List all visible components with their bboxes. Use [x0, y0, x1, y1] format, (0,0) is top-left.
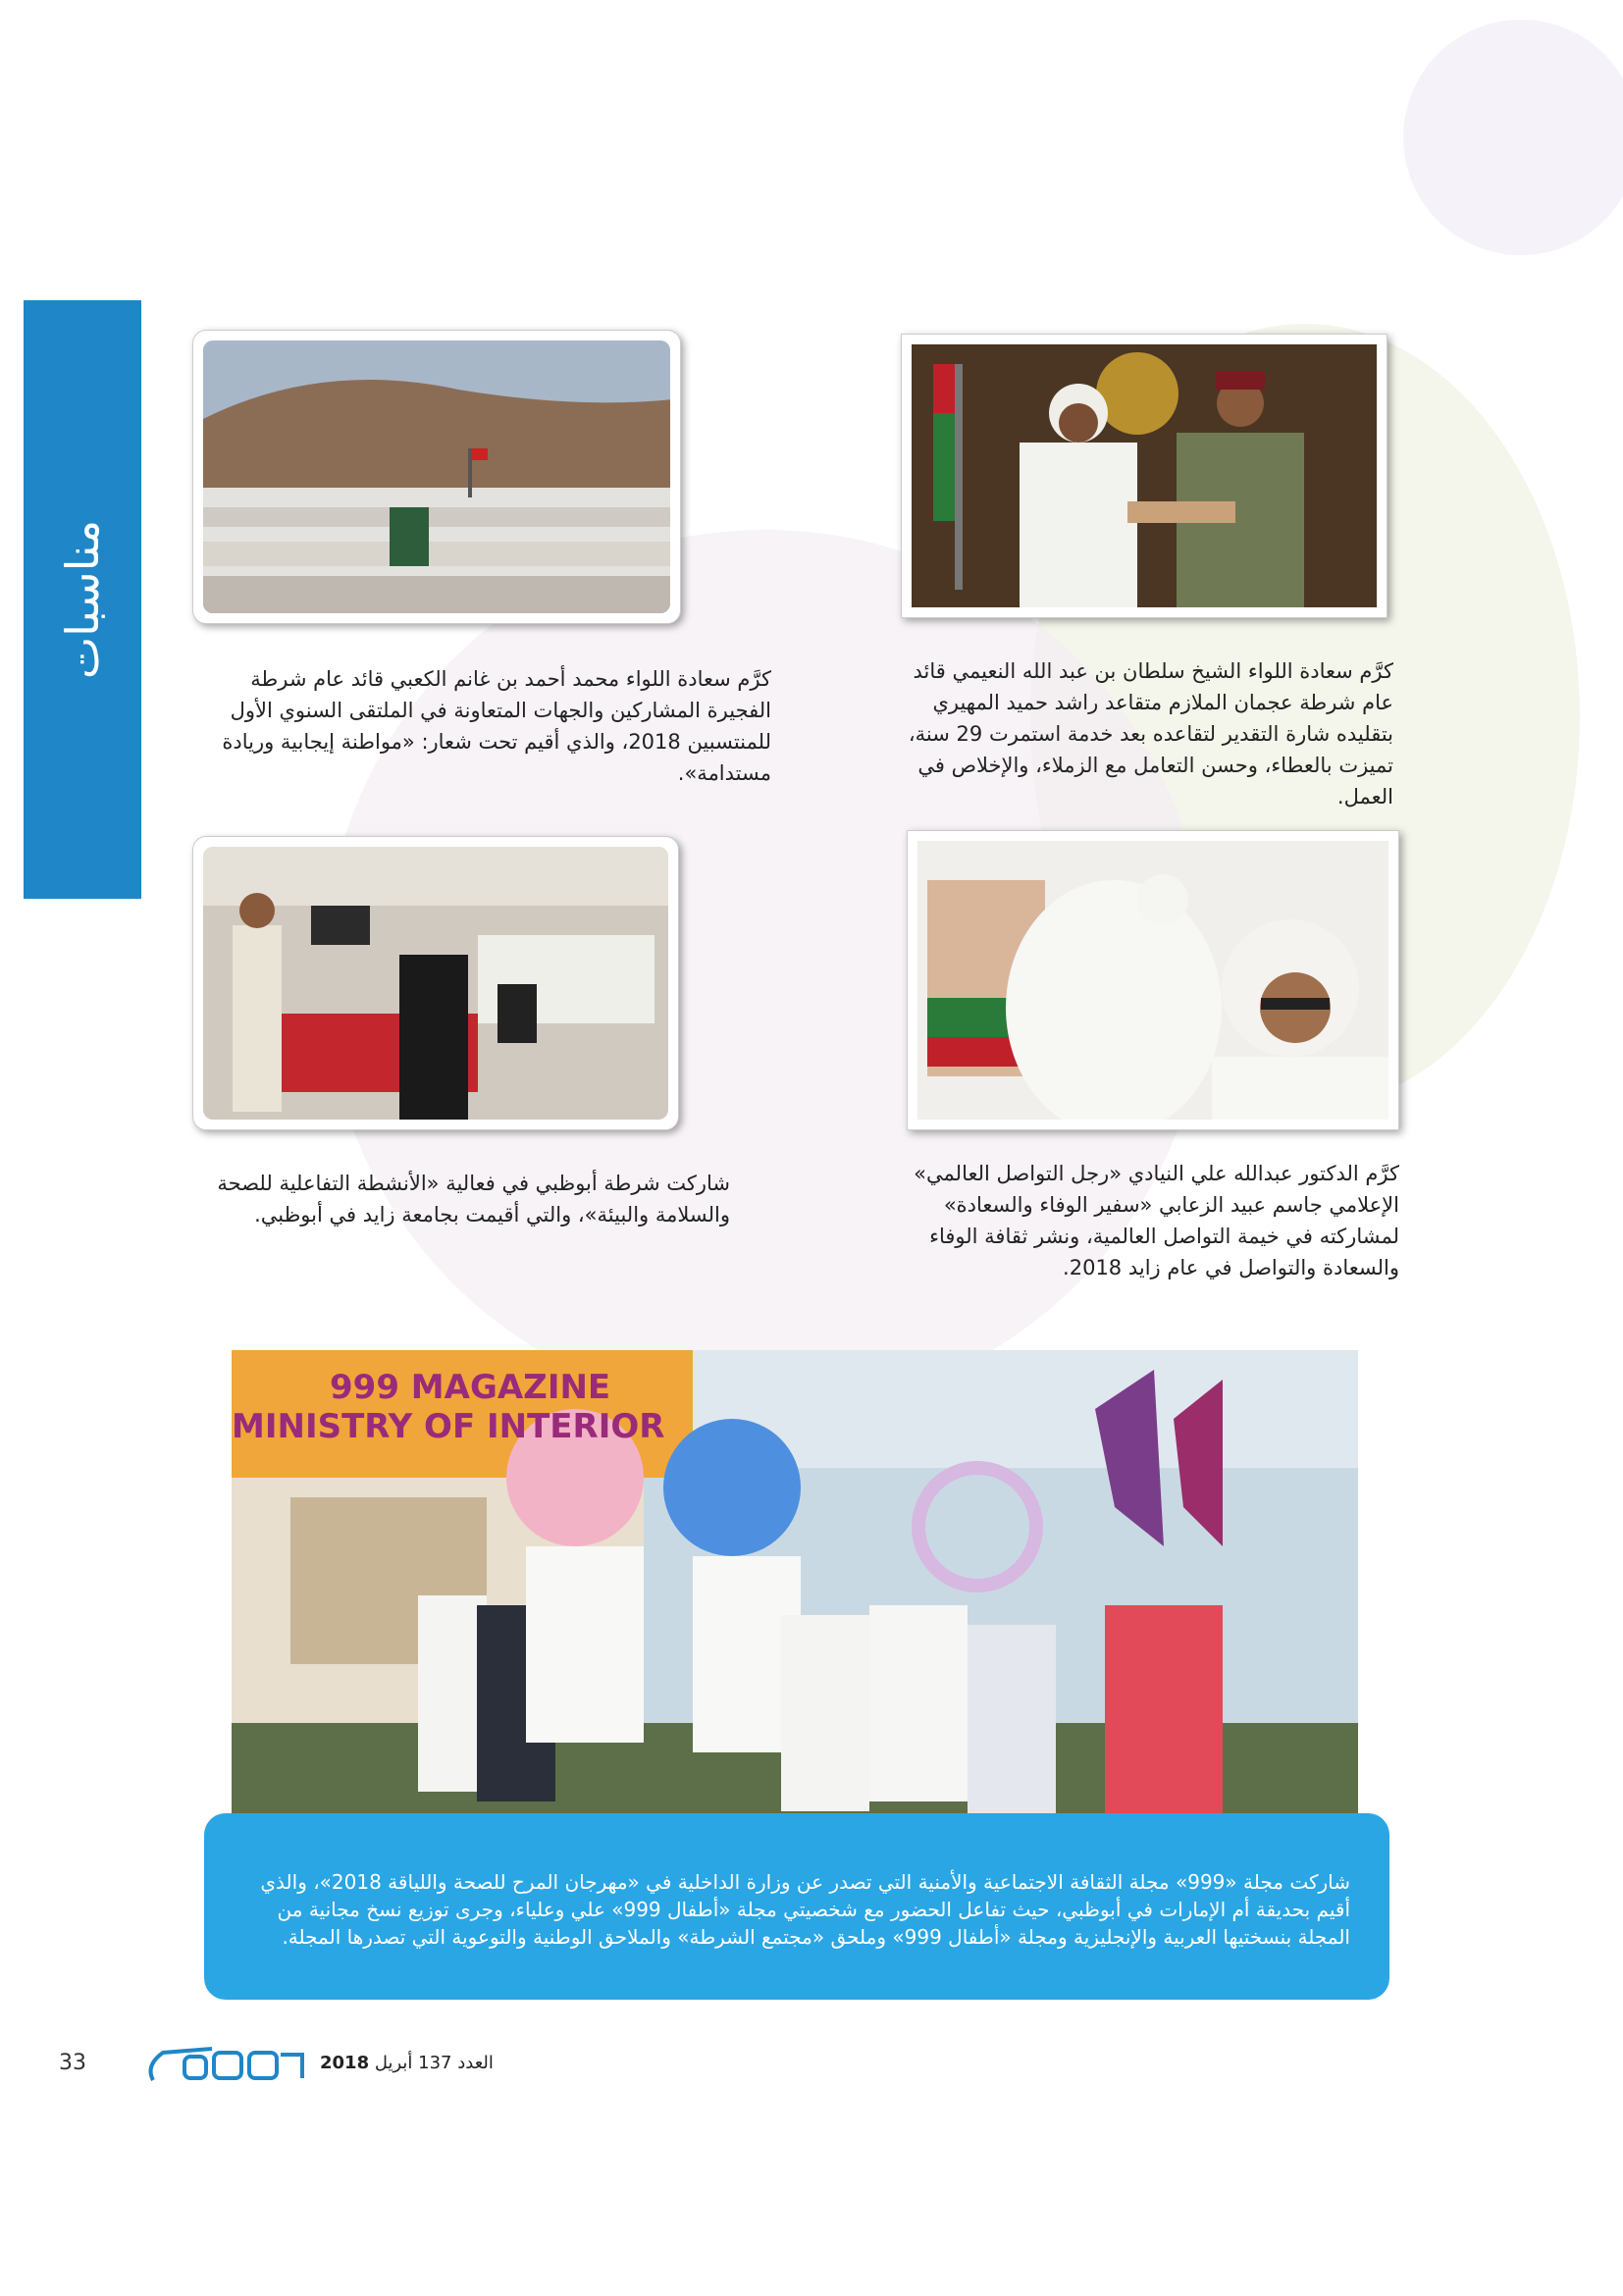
section-tab — [24, 300, 141, 899]
feature-caption-box — [204, 1813, 1389, 2000]
banner-line-2: MINISTRY OF INTERIOR — [232, 1407, 665, 1446]
caption-top-right: كرَّم سعادة اللواء الشيخ سلطان بن عبد الله النعيمي قائد عام شرطة عجمان الملازم متقاعد راشد حميد المهيري بتقليده شارة التقدير لتقاعده بعد خدمة استمرت 29 سنة، تميزت بالعطاء، وحسن التعامل مع الزملاء، والإخلاص في العمل. — [908, 659, 1393, 809]
feature-caption: شاركت مجلة «999» مجلة الثقافة الاجتماعية والأمنية التي تصدر عن وزارة الداخلية في «مهرجان المرح للصحة واللياقة 2018»، والذي أقيم بحديقة أم الإمارات في أبوظبي، حيث تفاعل الحضور مع شخصيتي مجلة «أطفال 999» علي وعلياء، وجرى توزيع نسخ مجانية من المجلة بنسختيها العربية والإنجليزية ومجلة «أطفال 999» وملحق «مجتمع الشرطة» والملاحق الوطنية والتوعوية التي تصدرها المجلة. — [260, 1870, 1350, 1949]
999-logo — [143, 2041, 310, 2090]
issue-info — [320, 2053, 494, 2073]
photo-image — [203, 847, 668, 1120]
page-footer — [59, 2039, 550, 2098]
photo-image — [917, 841, 1388, 1120]
issue-year: 2018 — [320, 2053, 370, 2073]
photo-global-communication-tent — [907, 830, 1399, 1130]
background-decoration — [1403, 20, 1623, 255]
banner-sign — [232, 1368, 693, 1476]
section-tab-label: مناسبات — [56, 519, 109, 680]
page-number: 33 — [59, 2051, 86, 2075]
banner-line-1: 999 MAGAZINE — [330, 1368, 611, 1407]
photo-image — [203, 340, 670, 613]
caption-top-left: كرَّم سعادة اللواء محمد أحمد بن غانم الكعبي قائد عام شرطة الفجيرة المشاركين والجهات المتعاونة في الملتقى السنوي الأول للمنتسبين 2018، والذي أقيم تحت شعار: «مواطنة إيجابية وريادة مستدامة». — [222, 667, 771, 785]
issue-text: العدد 137 أبريل — [374, 2053, 494, 2073]
photo-fujairah-group — [192, 330, 681, 624]
feature-photo-999-magazine — [232, 1350, 1358, 1860]
photo-ajman-police-award — [901, 334, 1387, 618]
caption-middle-left: شاركت شرطة أبوظبي في فعالية «الأنشطة التفاعلية للصحة والسلامة والبيئة»، والتي أقيمت بجامعة زايد في أبوظبي. — [217, 1172, 730, 1226]
photo-image — [912, 344, 1377, 607]
caption-middle-right: كرَّم الدكتور عبدالله علي النيادي «رجل التواصل العالمي» الإعلامي جاسم عبيد الزعابي «سفير الوفاء والسعادة» لمشاركته في خيمة التواصل العالمية، ونشر ثقافة الوفاء والسعادة والتواصل في عام زايد 2018. — [914, 1162, 1399, 1279]
photo-abu-dhabi-police-event — [192, 836, 679, 1130]
